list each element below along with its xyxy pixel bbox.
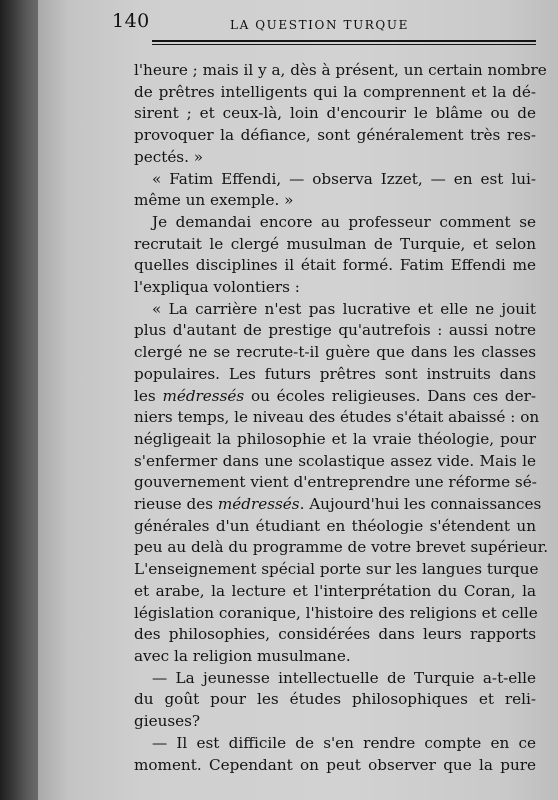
text-line: générales d'un étudiant en théologie s'étendent un xyxy=(134,516,536,535)
text-line: — La jeunesse intellectuelle de Turquie a-t-elle xyxy=(152,668,536,687)
book-spine-shadow xyxy=(0,0,38,800)
text-line: l'heure ; mais il y a, dès à présent, un certain nombre xyxy=(134,61,547,79)
text-line: quelles disciplines il était formé. Fatim Effendi me xyxy=(134,256,536,275)
text-line: de prêtres intelligents qui la comprennent et la dé- xyxy=(134,82,536,101)
text-line: « Fatim Effendi, — observa Izzet, — en est lui- xyxy=(152,169,536,188)
text-line: populaires. Les futurs prêtres sont instruits dans xyxy=(134,364,536,383)
text-line-italic: rieuse des médressés. Aujourd'hui les connaissances xyxy=(134,495,542,514)
text-line: sirent ; et ceux-là, loin d'encourir le blâme ou de xyxy=(134,104,536,123)
text-line: moment. Cependant on peut observer que la pure xyxy=(134,755,536,774)
text-line: gouvernement vient d'entreprendre une réforme sé- xyxy=(134,473,537,492)
text-line: Je demandai encore au professeur comment se xyxy=(152,212,536,231)
header-rule-thick xyxy=(152,40,536,42)
text-line: gieuses? xyxy=(134,712,201,731)
text-line: avec la religion musulmane. xyxy=(134,646,351,665)
text-line: provoquer la défiance, sont généralement très res- xyxy=(134,126,536,145)
text-line: négligeait la philosophie et la vraie théologie, pour xyxy=(134,429,536,448)
text-line: s'enfermer dans une scolastique assez vide. Mais le xyxy=(134,451,536,470)
text-line: niers temps, le niveau des études s'était abaissé : on xyxy=(134,408,540,427)
text-line: recrutait le clergé musulman de Turquie, et selon xyxy=(134,234,536,253)
text-line: L'enseignement spécial porte sur les langues turque xyxy=(134,560,539,579)
text-line: législation coranique, l'histoire des religions et celle xyxy=(134,603,538,622)
text-line: peu au delà du programme de votre brevet supérieur. xyxy=(134,538,549,557)
text-line-italic: les médressés ou écoles religieuses. Dans ces der- xyxy=(134,386,536,405)
page-header xyxy=(112,10,532,34)
text-line: l'expliqua volontiers : xyxy=(134,278,300,297)
text-line: des philosophies, considérées dans leurs rapports xyxy=(134,625,536,644)
body-text xyxy=(134,60,549,776)
italic-term: médressés xyxy=(217,495,300,514)
page-number: 140 xyxy=(112,10,150,32)
text-line: et arabe, la lecture et l'interprétation du Coran, la xyxy=(134,581,536,600)
text-line: pectés. » xyxy=(134,147,204,166)
text-line: clergé ne se recrute-t-il guère que dans les classes xyxy=(134,343,536,362)
text-line: du goût pour les études philosophiques et reli- xyxy=(134,690,536,709)
header-rule-thin xyxy=(152,44,536,45)
text-line: même un exemple. » xyxy=(134,191,294,210)
text-line: « La carrière n'est pas lucrative et elle ne jouit xyxy=(152,299,536,318)
text-line: plus d'autant de prestige qu'autrefois : aussi notre xyxy=(134,321,536,340)
italic-term: médressés xyxy=(162,386,245,405)
text-line: — Il est difficile de s'en rendre compte en ce xyxy=(152,733,536,752)
running-title: LA QUESTION TURQUE xyxy=(230,18,409,32)
